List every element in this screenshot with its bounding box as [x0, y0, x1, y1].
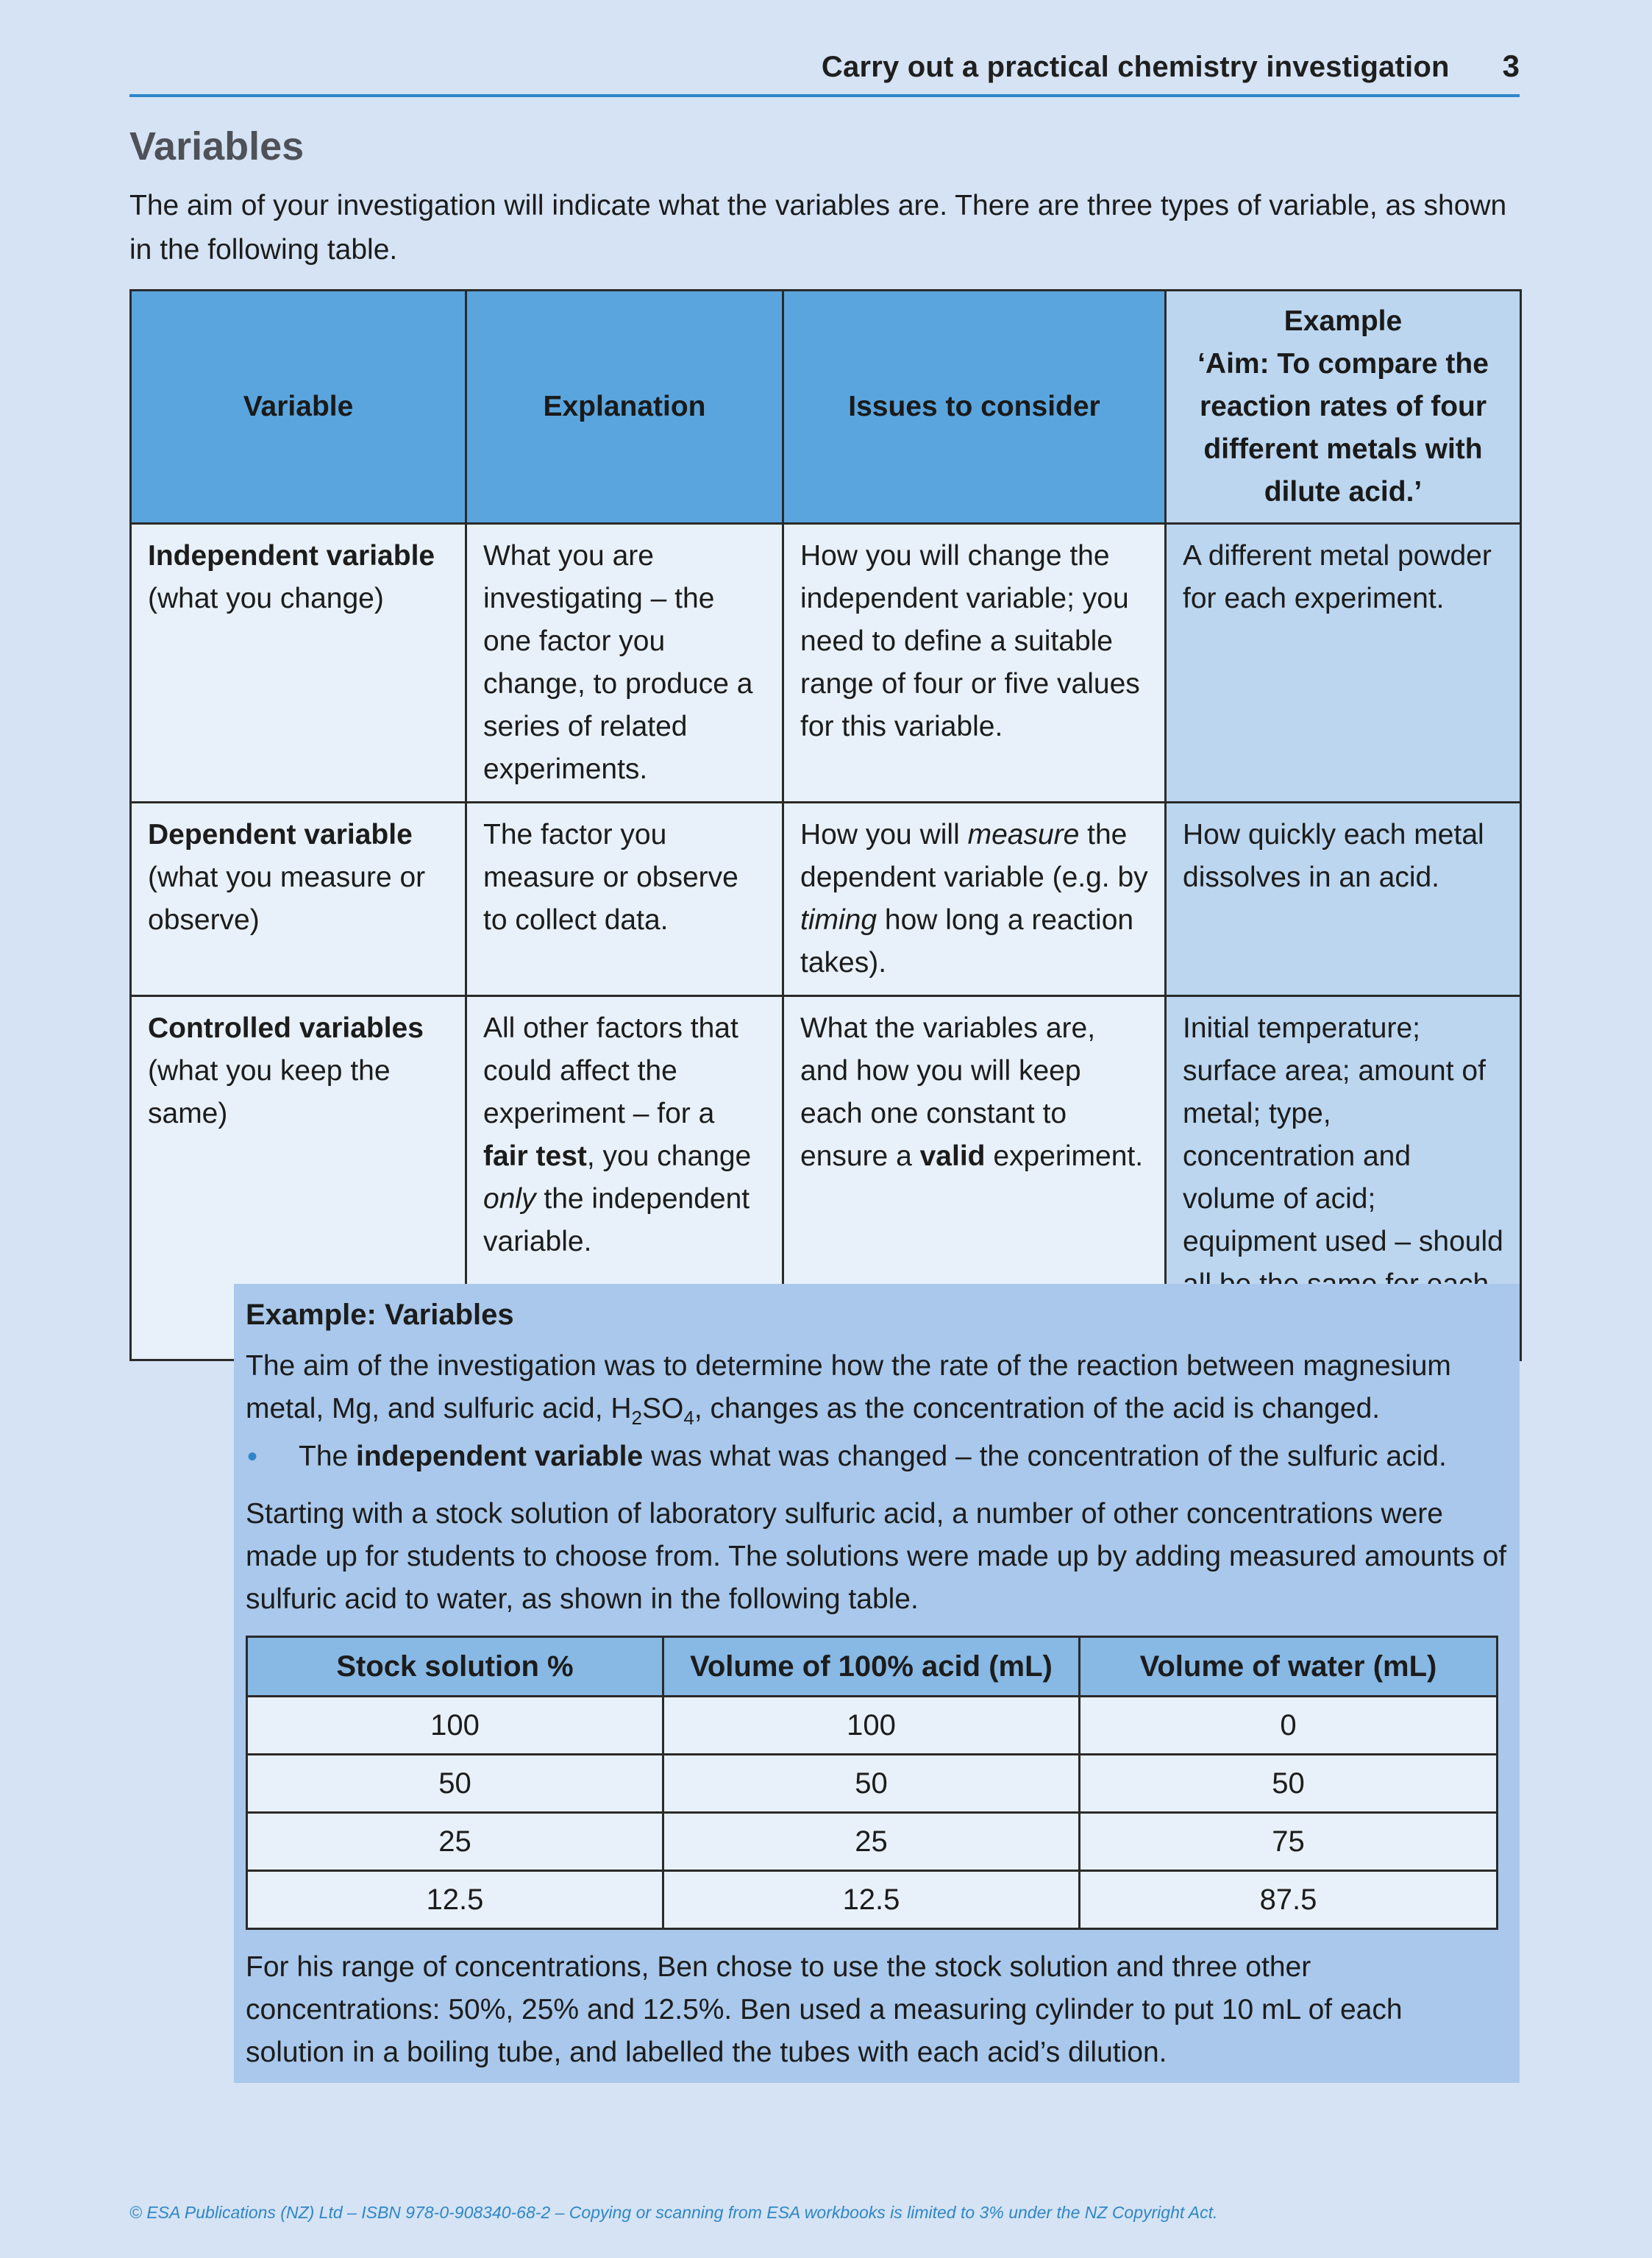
issues-emphasis: timing [800, 904, 877, 936]
stock-solution-table [246, 1636, 1498, 1930]
section-title: Variables [129, 124, 305, 168]
example-box [234, 1284, 1520, 2083]
variables-table-header-row [131, 291, 1521, 524]
variable-name: Controlled variables [148, 1012, 424, 1044]
header-example [1166, 291, 1521, 524]
aim-text: , changes as the concentration of the acid is changed. [694, 1393, 1381, 1424]
table-cell: 87.5 [1080, 1871, 1498, 1929]
variable-note: (what you change) [148, 583, 384, 614]
bullet-part: The [299, 1441, 357, 1472]
explanation-cell: What you are investigating – the one factor you change, to produce a series of related experiments. [466, 524, 783, 803]
variable-cell [131, 803, 466, 996]
table-cell: 0 [1080, 1697, 1498, 1755]
table-cell: 25 [663, 1813, 1080, 1871]
table-cell: 50 [1080, 1755, 1498, 1813]
explanation-emphasis: only [483, 1183, 536, 1215]
page-number: 3 [1502, 49, 1520, 83]
running-header [822, 32, 1520, 84]
aim-text: SO [642, 1393, 684, 1424]
bullet-part: was what was changed – the concentration of the sulfuric acid. [643, 1441, 1447, 1472]
explanation-cell: The factor you measure or observe to collect data. [466, 803, 783, 996]
table-row [247, 1871, 1498, 1929]
stock-header: Volume of 100% acid (mL) [663, 1637, 1080, 1697]
table-cell: 50 [663, 1755, 1080, 1813]
table-row [131, 803, 1521, 996]
header-issues: Issues to consider [783, 291, 1166, 524]
issues-text: What the variables are, and how you will keep each one constant to ensure a [800, 1012, 1096, 1172]
issues-text: experiment. [985, 1140, 1144, 1172]
example-paragraph-range: For his range of concentrations, Ben chose to use the stock solution and three other concentrations: 50%, 25% and 12.5%. Ben used a measuring cylinder to put 10 mL of each solution in a boiling tube, and labelled the tubes with each acid’s dilution. [246, 1951, 1403, 2068]
header-example-aim: ‘Aim: To compare the reaction rates of four different metals with dilute acid.’ [1197, 348, 1489, 508]
bullet-text [299, 1435, 1447, 1478]
table-row [247, 1697, 1498, 1755]
stock-table-header-row [247, 1637, 1498, 1697]
header-rule [129, 94, 1520, 97]
variable-note: (what you keep the same) [148, 1055, 391, 1129]
example-cell: A different metal powder for each experiment. [1166, 524, 1521, 803]
table-cell: 100 [663, 1697, 1080, 1755]
example-paragraph-stock: Starting with a stock solution of laboratory sulfuric acid, a number of other concentrations were made up for students to choose from. The solutions were made up by adding measured amounts of sulfuric acid to water, as shown in the following table. [246, 1498, 1507, 1615]
stock-header: Stock solution % [247, 1637, 663, 1697]
issues-emphasis: valid [919, 1140, 986, 1172]
example-cell: How quickly each metal dissolves in an acid. [1166, 803, 1521, 996]
copyright-footer: © ESA Publications (NZ) Ltd – ISBN 978-0-908340-68-2 – Copying or scanning from ESA workbooks is limited to 3% under the NZ Copyright Act. [129, 2203, 1218, 2222]
aim-text: The aim of the investigation was to determine how the rate of the reaction between magnesium metal, Mg, and sulfuric acid, H [246, 1350, 1451, 1424]
table-cell: 25 [247, 1813, 663, 1871]
explanation-text: the independent variable. [483, 1183, 750, 1257]
table-cell: 50 [247, 1755, 663, 1813]
example-box-title: Example: Variables [246, 1299, 514, 1331]
table-row [247, 1755, 1498, 1813]
header-example-label: Example [1283, 305, 1403, 337]
example-paragraph-aim [246, 1345, 1508, 1439]
table-cell: 12.5 [663, 1871, 1080, 1929]
explanation-text: , you change [586, 1140, 752, 1172]
explanation-emphasis: fair test [483, 1140, 587, 1172]
bullet-emphasis: independent variable [356, 1441, 644, 1472]
intro-paragraph: The aim of your investigation will indicate what the variables are. There are three types of variable, as shown in the following table. [129, 190, 1507, 266]
header-variable: Variable [131, 291, 466, 524]
header-explanation: Explanation [466, 291, 783, 524]
table-cell: 12.5 [247, 1871, 663, 1929]
table-row [131, 524, 1521, 803]
issues-cell [783, 803, 1166, 996]
explanation-text: All other factors that could affect the experiment – for a [483, 1012, 738, 1129]
issues-text: how long a reaction takes). [800, 904, 1134, 979]
table-cell: 75 [1080, 1813, 1498, 1871]
table-cell: 100 [247, 1697, 663, 1755]
issues-text: How you will [800, 819, 968, 851]
variables-table [129, 289, 1522, 1361]
variable-name: Dependent variable [148, 819, 413, 851]
variable-cell [131, 524, 466, 803]
subscript: 2 [631, 1406, 643, 1429]
variable-name: Independent variable [148, 540, 435, 572]
bullet-icon: • [247, 1441, 258, 1473]
table-row [247, 1813, 1498, 1871]
stock-header: Volume of water (mL) [1080, 1637, 1498, 1697]
variable-note: (what you measure or observe) [148, 862, 426, 936]
subscript: 4 [683, 1406, 694, 1429]
issues-emphasis: measure [967, 819, 1080, 851]
issues-cell: How you will change the independent variable; you need to define a suitable range of four or five values for this variable. [783, 524, 1166, 803]
issues-text: the dependent variable (e.g. by [800, 819, 1148, 893]
example-cell: Initial temperature; surface area; amount of metal; type, concentration and volume of acid; equipment used – should [1166, 996, 1521, 1360]
running-header-title: Carry out a practical chemistry investigation [821, 51, 1450, 83]
